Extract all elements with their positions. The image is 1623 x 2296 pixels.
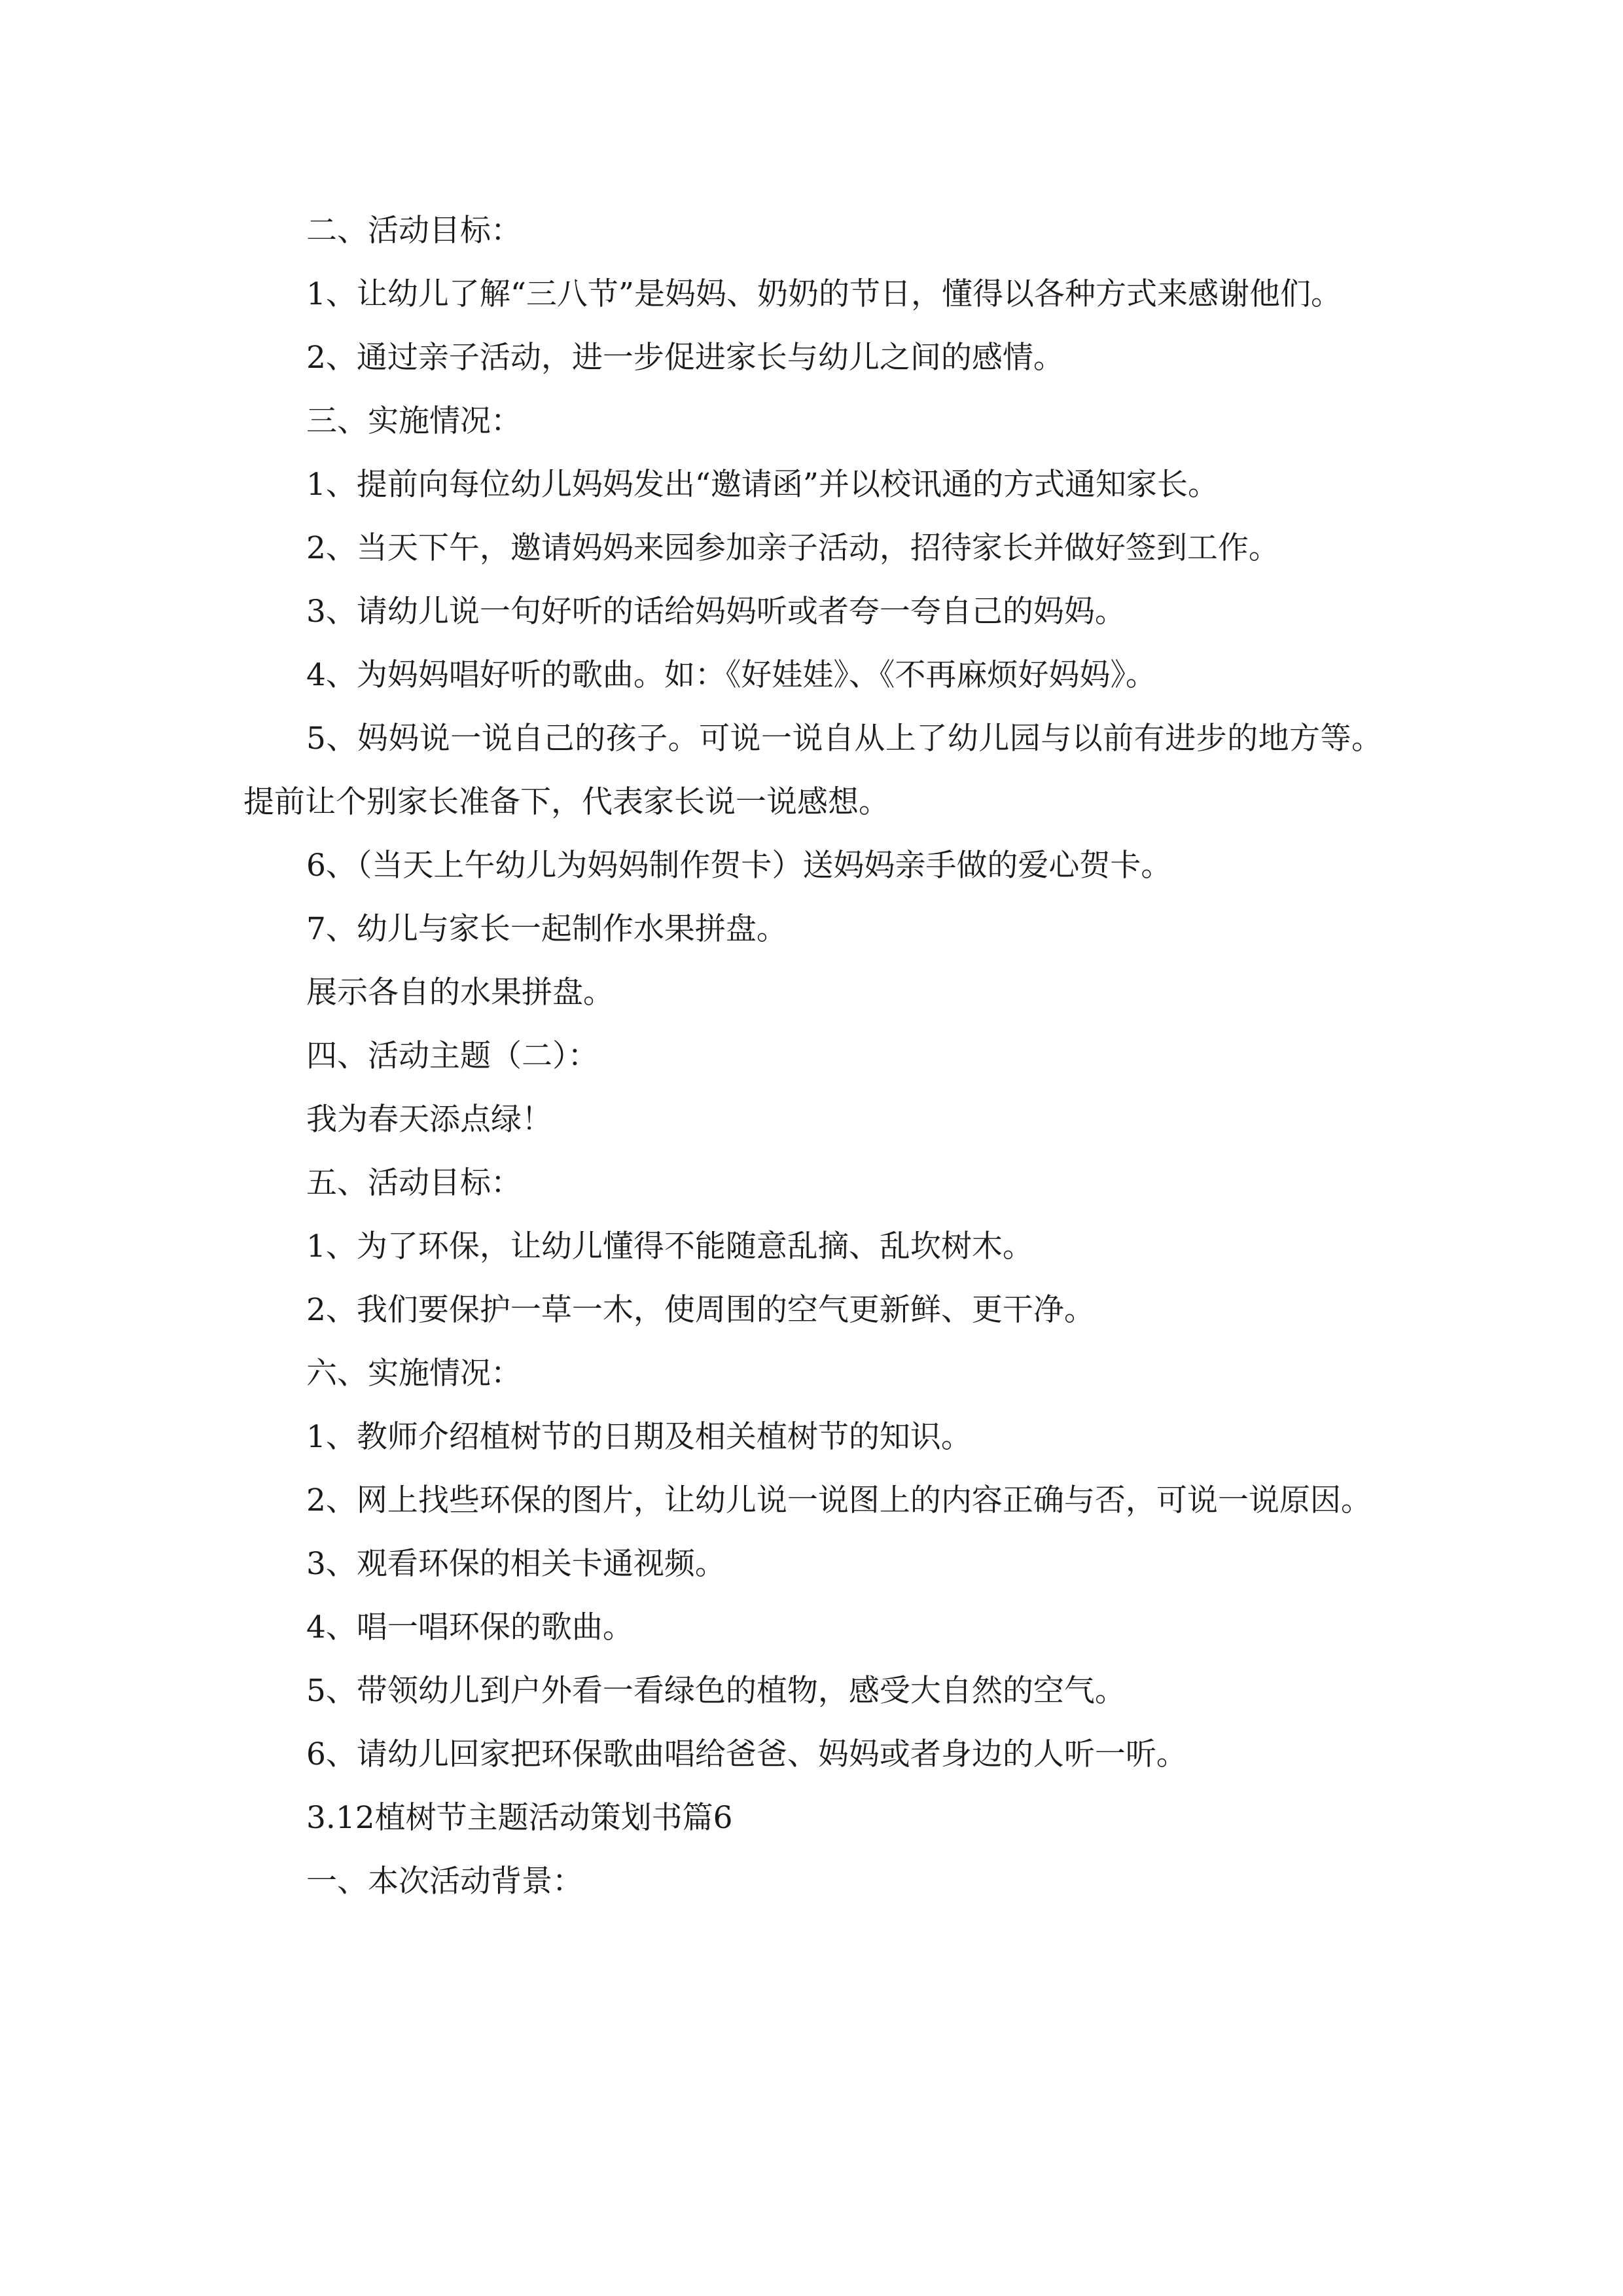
paragraph-background-heading: 一、本次活动背景： — [306, 1863, 583, 1899]
paragraph-step-two-3: 3、观看环保的相关卡通视频。 — [306, 1546, 726, 1582]
paragraph-step-4: 4、为妈妈唱好听的歌曲。如：《好娃娃》、《不再麻烦好妈妈》。 — [306, 657, 1156, 693]
paragraph-goals-heading: 二、活动目标： — [306, 213, 522, 249]
paragraph-step-1: 1、提前向每位幼儿妈妈发出“邀请函”并以校讯通的方式通知家长。 — [306, 467, 1219, 503]
paragraph-step-6: 6、（当天上午幼儿为妈妈制作贺卡）送妈妈亲手做的爱心贺卡。 — [306, 848, 1172, 884]
paragraph-implementation-heading: 三、实施情况： — [306, 403, 522, 439]
paragraph-theme-two-heading: 四、活动主题（二）： — [306, 1038, 599, 1074]
paragraph-show-platter: 展示各自的水果拼盘。 — [306, 975, 614, 1011]
paragraph-section-title: 3.12植树节主题活动策划书篇6 — [306, 1800, 733, 1836]
paragraph-goal-two-1: 1、为了环保，让幼儿懂得不能随意乱摘、乱坎树木。 — [306, 1229, 1033, 1265]
paragraph-step-5: 5、妈妈说一说自己的孩子。可说一说自从上了幼儿园与以前有进步的地方等。提前让个别家长准备下，代表家长说一说感想。 — [243, 721, 1382, 820]
paragraph-step-two-5: 5、带领幼儿到户外看一看绿色的植物，感受大自然的空气。 — [306, 1673, 1126, 1709]
paragraph-step-two-2: 2、网上找些环保的图片，让幼儿说一说图上的内容正确与否，可说一说原因。 — [306, 1482, 1372, 1518]
paragraph-step-two-6: 6、请幼儿回家把环保歌曲唱给爸爸、妈妈或者身边的人听一听。 — [306, 1736, 1187, 1772]
paragraph-goal-1: 1、让幼儿了解“三八节”是妈妈、奶奶的节日，懂得以各种方式来感谢他们。 — [306, 276, 1342, 312]
paragraph-goals-two-heading: 五、活动目标： — [306, 1165, 522, 1201]
paragraph-step-two-4: 4、唱一唱环保的歌曲。 — [306, 1609, 633, 1645]
paragraph-goal-two-2: 2、我们要保护一草一木，使周围的空气更新鲜、更干净。 — [306, 1292, 1095, 1328]
paragraph-theme-two: 我为春天添点绿！ — [306, 1102, 552, 1138]
paragraph-step-two-1: 1、教师介绍植树节的日期及相关植树节的知识。 — [306, 1419, 972, 1455]
paragraph-implementation-two-heading: 六、实施情况： — [306, 1355, 522, 1391]
paragraph-step-3: 3、请幼儿说一句好听的话给妈妈听或者夸一夸自己的妈妈。 — [306, 594, 1126, 630]
document-body — [243, 199, 1382, 1913]
paragraph-goal-2: 2、通过亲子活动，进一步促进家长与幼儿之间的感情。 — [306, 340, 1064, 376]
paragraph-step-2: 2、当天下午，邀请妈妈来园参加亲子活动，招待家长并做好签到工作。 — [306, 530, 1279, 566]
paragraph-step-7: 7、幼儿与家长一起制作水果拼盘。 — [306, 911, 787, 947]
